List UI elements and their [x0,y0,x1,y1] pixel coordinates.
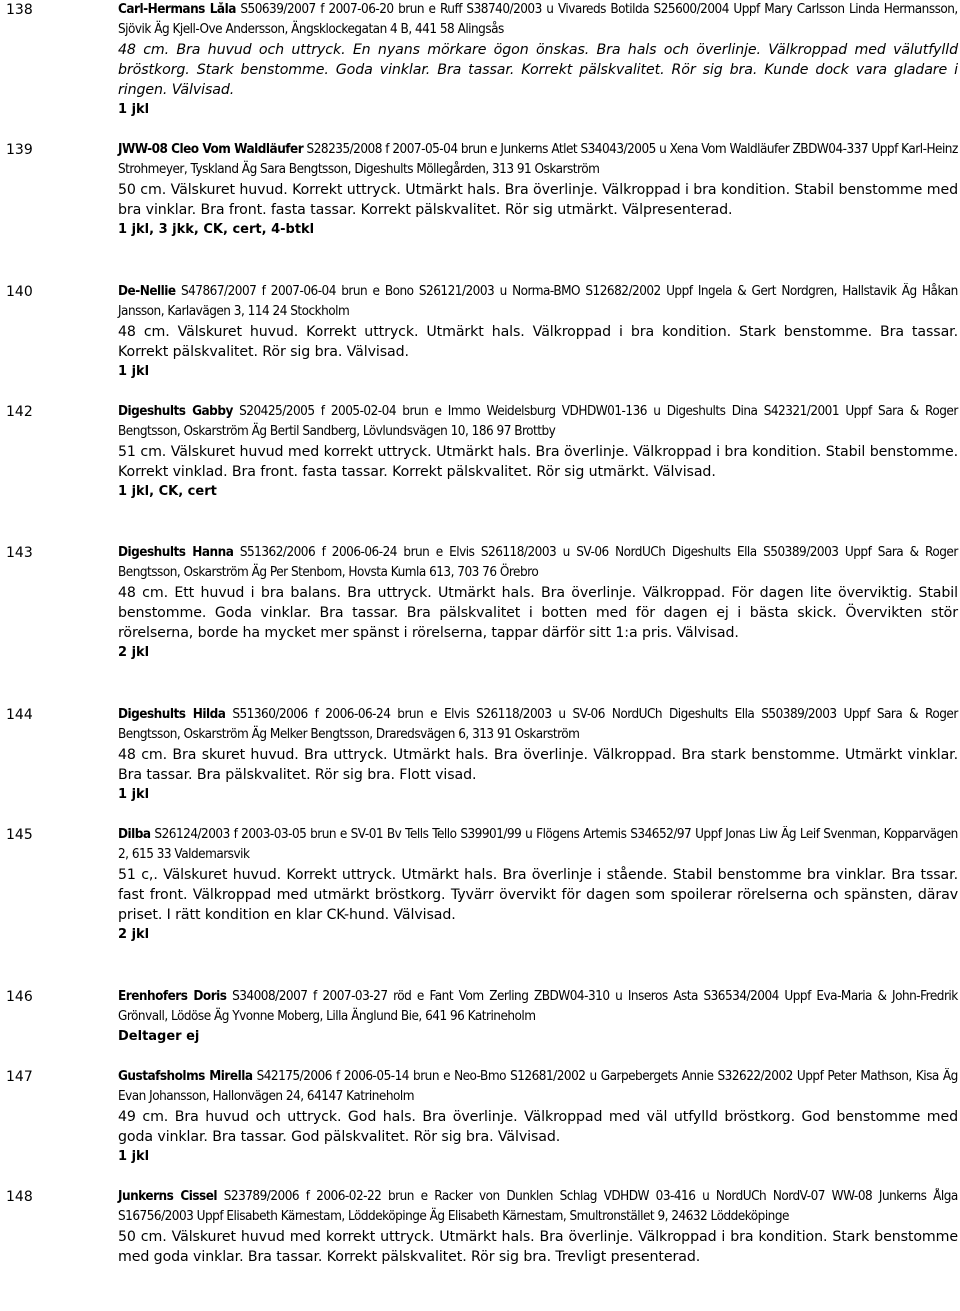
entry-info [118,825,958,865]
entry-number: 147 [6,1069,33,1085]
entry-number: 143 [6,545,33,561]
entry-info [118,282,958,322]
dog-details: S47867/2007 f 2007-06-04 brun e Bono S26121/2003 u Norma-BMO S12682/2002 Uppf Ingela & Gert Nordgren, Hallstavik Äg Håkan Jansson, Karlavägen 3, 114 24 Stockholm [118,284,958,319]
entry-info [118,1187,958,1227]
dog-name: Junkerns Cissel [118,1189,218,1204]
result-award: 1 jkl, CK, cert [118,484,217,499]
dog-details: S51360/2006 f 2006-06-24 brun e Elvis S26118/2003 u SV-06 NordUCh Digeshults Ella S50389/2003 Uppf Sara & Roger Bengtsson, Oskarström Äg Melker Bengtsson, Draredsvägen 6, 313 91 Oskarström [118,707,958,742]
entry-info [118,402,958,442]
dog-entry [0,140,960,240]
dog-name: De-Nellie [118,284,176,299]
entry-info [118,140,958,180]
dog-entry [0,282,960,382]
dog-name: Digeshults Gabby [118,404,233,419]
entry-info [118,1067,958,1107]
entry-info [118,543,958,583]
entry-number: 146 [6,989,33,1005]
judge-critique: 51 cm. Välskuret huvud med korrekt uttryck. Utmärkt hals. Bra överlinje. Välkroppad i bra kondition. Stabil benstomme. Korrekt vinklad. Bra front. fasta tassar. Korrekt pälskvalitet. Rör sig utmärkt. Välvisad. [118,444,958,480]
result-award: 2 jkl [118,927,150,942]
entry-info [118,705,958,745]
judge-critique: 49 cm. Bra huvud och uttryck. God hals. Bra överlinje. Välkroppad med väl utfylld bröstkorg. God benstomme med goda vinklar. Bra tassar. God pälskvalitet. Rör sig bra. Välvisad. [118,1109,958,1145]
entry-number: 139 [6,142,33,158]
dog-details: S42175/2006 f 2006-05-14 brun e Neo-Bmo S12681/2002 u Garpebergets Annie S32622/2002 Uppf Peter Mathson, Kisa Äg Evan Johansson, Hallonvägen 24, 64147 Katrineholm [118,1069,958,1104]
dog-name: Erenhofers Doris [118,989,227,1004]
result-award: 1 jkl [118,1149,150,1164]
entry-number: 144 [6,707,33,723]
dog-name: Digeshults Hanna [118,545,234,560]
dog-name: Carl-Hermans Låla [118,2,236,17]
dog-entry [0,402,960,502]
judge-critique: 48 cm. Välskuret huvud. Korrekt uttryck. Utmärkt hals. Välkroppad i bra kondition. Stark benstomme. Bra tassar. Korrekt pälskvalitet. Rör sig bra. Välvisad. [118,324,958,360]
judge-critique: 48 cm. Ett huvud i bra balans. Bra uttryck. Utmärkt hals. Bra överlinje. Välkroppad. För dagen lite överviktig. Stabil benstomme. Goda vinklar. Bra tassar. Bra pälskvalitet i botten med för dagen ej i bästa skick. Övervikten stör rörelserna, borde ha mycket mer spänst i rörelserna, tappar därför sitt 1:a pris. Välvisad. [118,585,958,641]
dog-entry [0,825,960,945]
dog-details: S28235/2008 f 2007-05-04 brun e Junkerns Atlet S34043/2005 u Xena Vom Waldläufer ZBDW04-337 Uppf Karl-Heinz Strohmeyer, Tyskland Äg Sara Bengtsson, Digeshults Möllegården, 313 91 Oskarström [118,142,958,177]
result-award: 1 jkl, 3 jkk, CK, cert, 4-btkl [118,222,315,237]
entry-number: 145 [6,827,33,843]
dog-name: Gustafsholms Mirella [118,1069,253,1084]
dog-name: JWW-08 Cleo Vom Waldläufer [118,142,304,157]
entry-number: 148 [6,1189,33,1205]
judge-critique: 48 cm. Bra huvud och uttryck. En nyans mörkare ögon önskas. Bra hals och överlinje. Välkroppad med välutfylld bröstkorg. Stark benstomme. Goda vinklar. Bra tassar. Korrekt pälskvalitet. Rör sig bra. Kunde dock vara gladare i ringen. Välvisad. [118,42,958,98]
dog-entry [0,987,960,1047]
result-award: 2 jkl [118,645,150,660]
entry-info [118,0,958,40]
judge-critique: 48 cm. Bra skuret huvud. Bra uttryck. Utmärkt hals. Bra överlinje. Välkroppad. Bra stark benstomme. Utmärkt vinklar. Bra tassar. Bra pälskvalitet. Rör sig bra. Flott visad. [118,747,958,783]
dog-details: S50639/2007 f 2007-06-20 brun e Ruff S38740/2003 u Vivareds Botilda S25600/2004 Uppf Mary Carlsson Linda Hermansson, Sjövik Äg Kjell-Ove Andersson, Ängsklockegatan 4 B, 441 58 Alingsås [118,2,958,37]
dog-entry [0,705,960,805]
result-award: 1 jkl [118,102,150,117]
dog-details: S34008/2007 f 2007-03-27 röd e Fant Vom Zerling ZBDW04-310 u Inseros Asta S36534/2004 Uppf Eva-Maria & John-Fredrik Grönvall, Lödöse Äg Yvonne Moberg, Lilla Änglund Bie, 641 96 Katrineholm [118,989,958,1024]
judge-critique: 51 c,. Välskuret huvud. Korrekt uttryck. Utmärkt hals. Bra överlinje i stående. Stabil benstomme bra vinklar. Bra tssar. fast front. Välkroppad med utmärkt bröstkorg. Tyvärr övervikt för dagen som spoilerar rörelserna och spänsten, därav priset. I rätt kondition en klar CK-hund. Välvisad. [118,867,958,923]
dog-details: S51362/2006 f 2006-06-24 brun e Elvis S26118/2003 u SV-06 NordUCh Digeshults Ella S50389/2003 Uppf Sara & Roger Bengtsson, Oskarström Äg Per Stenbom, Hovsta Kumla 613, 703 76 Örebro [118,545,958,580]
dog-name: Digeshults Hilda [118,707,226,722]
dog-entry [0,0,960,120]
result-award: 1 jkl [118,787,150,802]
judge-critique: 50 cm. Välskuret huvud med korrekt uttryck. Utmärkt hals. Bra överlinje. Välkroppad i bra kondition. Stark benstomme med goda vinklar. Bra tassar. Korrekt pälskvalitet. Rör sig bra. Trevligt presenterad. [118,1229,958,1265]
entry-info [118,987,958,1027]
result-award: 1 jkl [118,364,150,379]
dog-details: S20425/2005 f 2005-02-04 brun e Immo Weidelsburg VDHDW01-136 u Digeshults Dina S42321/2001 Uppf Sara & Roger Bengtsson, Oskarström Äg Bertil Sandberg, Lövlundsvägen 10, 186 97 Brottby [118,404,958,439]
dog-name: Dilba [118,827,151,842]
dog-details: S26124/2003 f 2003-03-05 brun e SV-01 Bv Tells Tello S39901/99 u Flögens Artemis S34652/97 Uppf Jonas Liw Äg Leif Svenman, Kopparvägen 2, 615 33 Valdemarsvik [118,827,958,862]
dog-entry [0,1187,960,1267]
judge-critique: 50 cm. Välskuret huvud. Korrekt uttryck. Utmärkt hals. Bra överlinje. Välkroppad i bra kondition. Stabil benstomme med bra vinklar. Bra front. fasta tassar. Korrekt pälskvalitet. Rör sig utmärkt. Välpresenterad. [118,182,958,218]
entry-number: 140 [6,284,33,300]
entry-number: 138 [6,2,33,18]
dog-details: S23789/2006 f 2006-02-22 brun e Racker von Dunklen Schlag VDHDW 03-416 u NordUCh NordV-07 WW-08 Junkerns Ålga S16756/2003 Uppf Elisabeth Kärnestam, Löddeköpinge Äg Elisabeth Kärnestam, Smultronstället 9, 24632 Löddeköpinge [118,1189,958,1224]
entry-number: 142 [6,404,33,420]
result-award: Deltager ej [118,1029,200,1044]
dog-entry [0,543,960,663]
dog-entry [0,1067,960,1167]
